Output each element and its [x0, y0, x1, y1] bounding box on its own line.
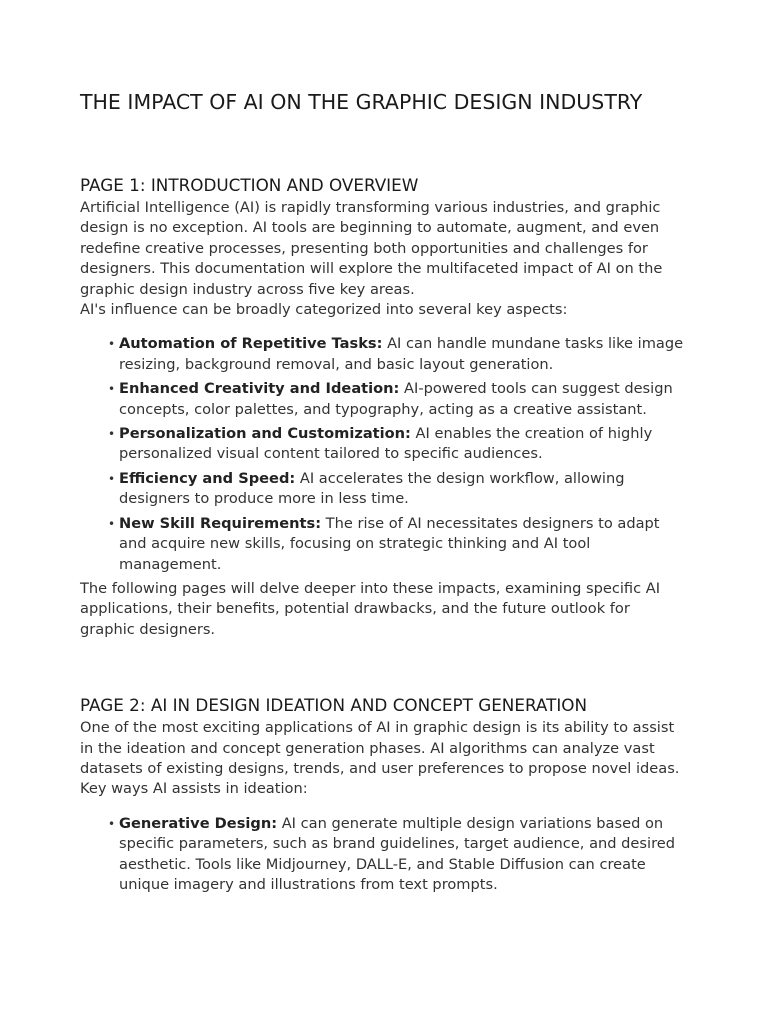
list-item-text: AI can handle mundane tasks like image resizing, background removal, and basic layout generation. [119, 335, 684, 373]
section-1-intro-paragraph: Artificial Intelligence (AI) is rapidly transforming various industries, and graphic design is no exception. AI tools are beginning to automate, augment, and even redefine creative processes, presenting both opportunities and challenges for designers. This documentation will explore the multifaceted impact of AI on the graphic design industry across five key areas. [80, 199, 663, 298]
list-item [108, 469, 688, 510]
section-1-bullet-list [80, 334, 688, 574]
list-item-term: Generative Design: [119, 814, 278, 832]
list-item-text: The rise of AI necessitates designers to adapt and acquire new skills, focusing on strategic thinking and AI tool management. [119, 514, 660, 573]
list-item-text: AI enables the creation of highly personalized visual content tailored to specific audiences. [119, 425, 653, 463]
bullet-icon: • [108, 516, 116, 531]
bullet-icon: • [108, 471, 116, 486]
list-item [108, 334, 688, 375]
list-item-text: AI-powered tools can suggest design concepts, color palettes, and typography, acting as a creative assistant. [119, 380, 673, 418]
section-1-closing-paragraph: The following pages will delve deeper into these impacts, examining specific AI applications, their benefits, potential drawbacks, and the future outlook for graphic designers. [80, 579, 661, 638]
list-item-term: Efficiency and Speed: [119, 469, 296, 487]
list-item-text: AI accelerates the design workflow, allowing designers to produce more in less time. [119, 469, 625, 508]
section-heading-page-2: PAGE 2: AI IN DESIGN IDEATION AND CONCEPT GENERATION [80, 695, 588, 716]
section-1-lead-paragraph: AI's influence can be broadly categorized into several key aspects: [80, 301, 568, 319]
list-item [108, 814, 688, 896]
list-item [108, 514, 688, 575]
list-item-term: New Skill Requirements: [119, 514, 322, 532]
section-2-lead-paragraph: Key ways AI assists in ideation: [80, 780, 308, 798]
list-item [108, 379, 688, 420]
bullet-icon: • [108, 337, 116, 352]
document-title: THE IMPACT OF AI ON THE GRAPHIC DESIGN INDUSTRY [80, 90, 643, 114]
list-item-term: Enhanced Creativity and Ideation: [119, 380, 400, 398]
list-item-text: AI can generate multiple design variations based on specific parameters, such as brand guidelines, target audience, and desired aesthetic. Tools like Midjourney, DALL-E, and Stable Diffusion can create unique imagery and illustrations from text prompts. [119, 814, 675, 893]
section-heading-page-1: PAGE 1: INTRODUCTION AND OVERVIEW [80, 175, 419, 195]
section-2-intro-paragraph: One of the most exciting applications of AI in graphic design is its ability to assist in the ideation and concept generation phases. AI algorithms can analyze vast datasets of existing designs, trends, and user preferences to propose novel ideas. [80, 719, 680, 777]
bullet-icon: • [108, 382, 116, 397]
list-item-term: Automation of Repetitive Tasks: [119, 335, 383, 353]
section-2-bullet-list [80, 814, 688, 896]
bullet-icon: • [108, 816, 116, 831]
bullet-icon: • [108, 427, 116, 442]
list-item-term: Personalization and Customization: [119, 425, 411, 443]
list-item [108, 424, 688, 465]
